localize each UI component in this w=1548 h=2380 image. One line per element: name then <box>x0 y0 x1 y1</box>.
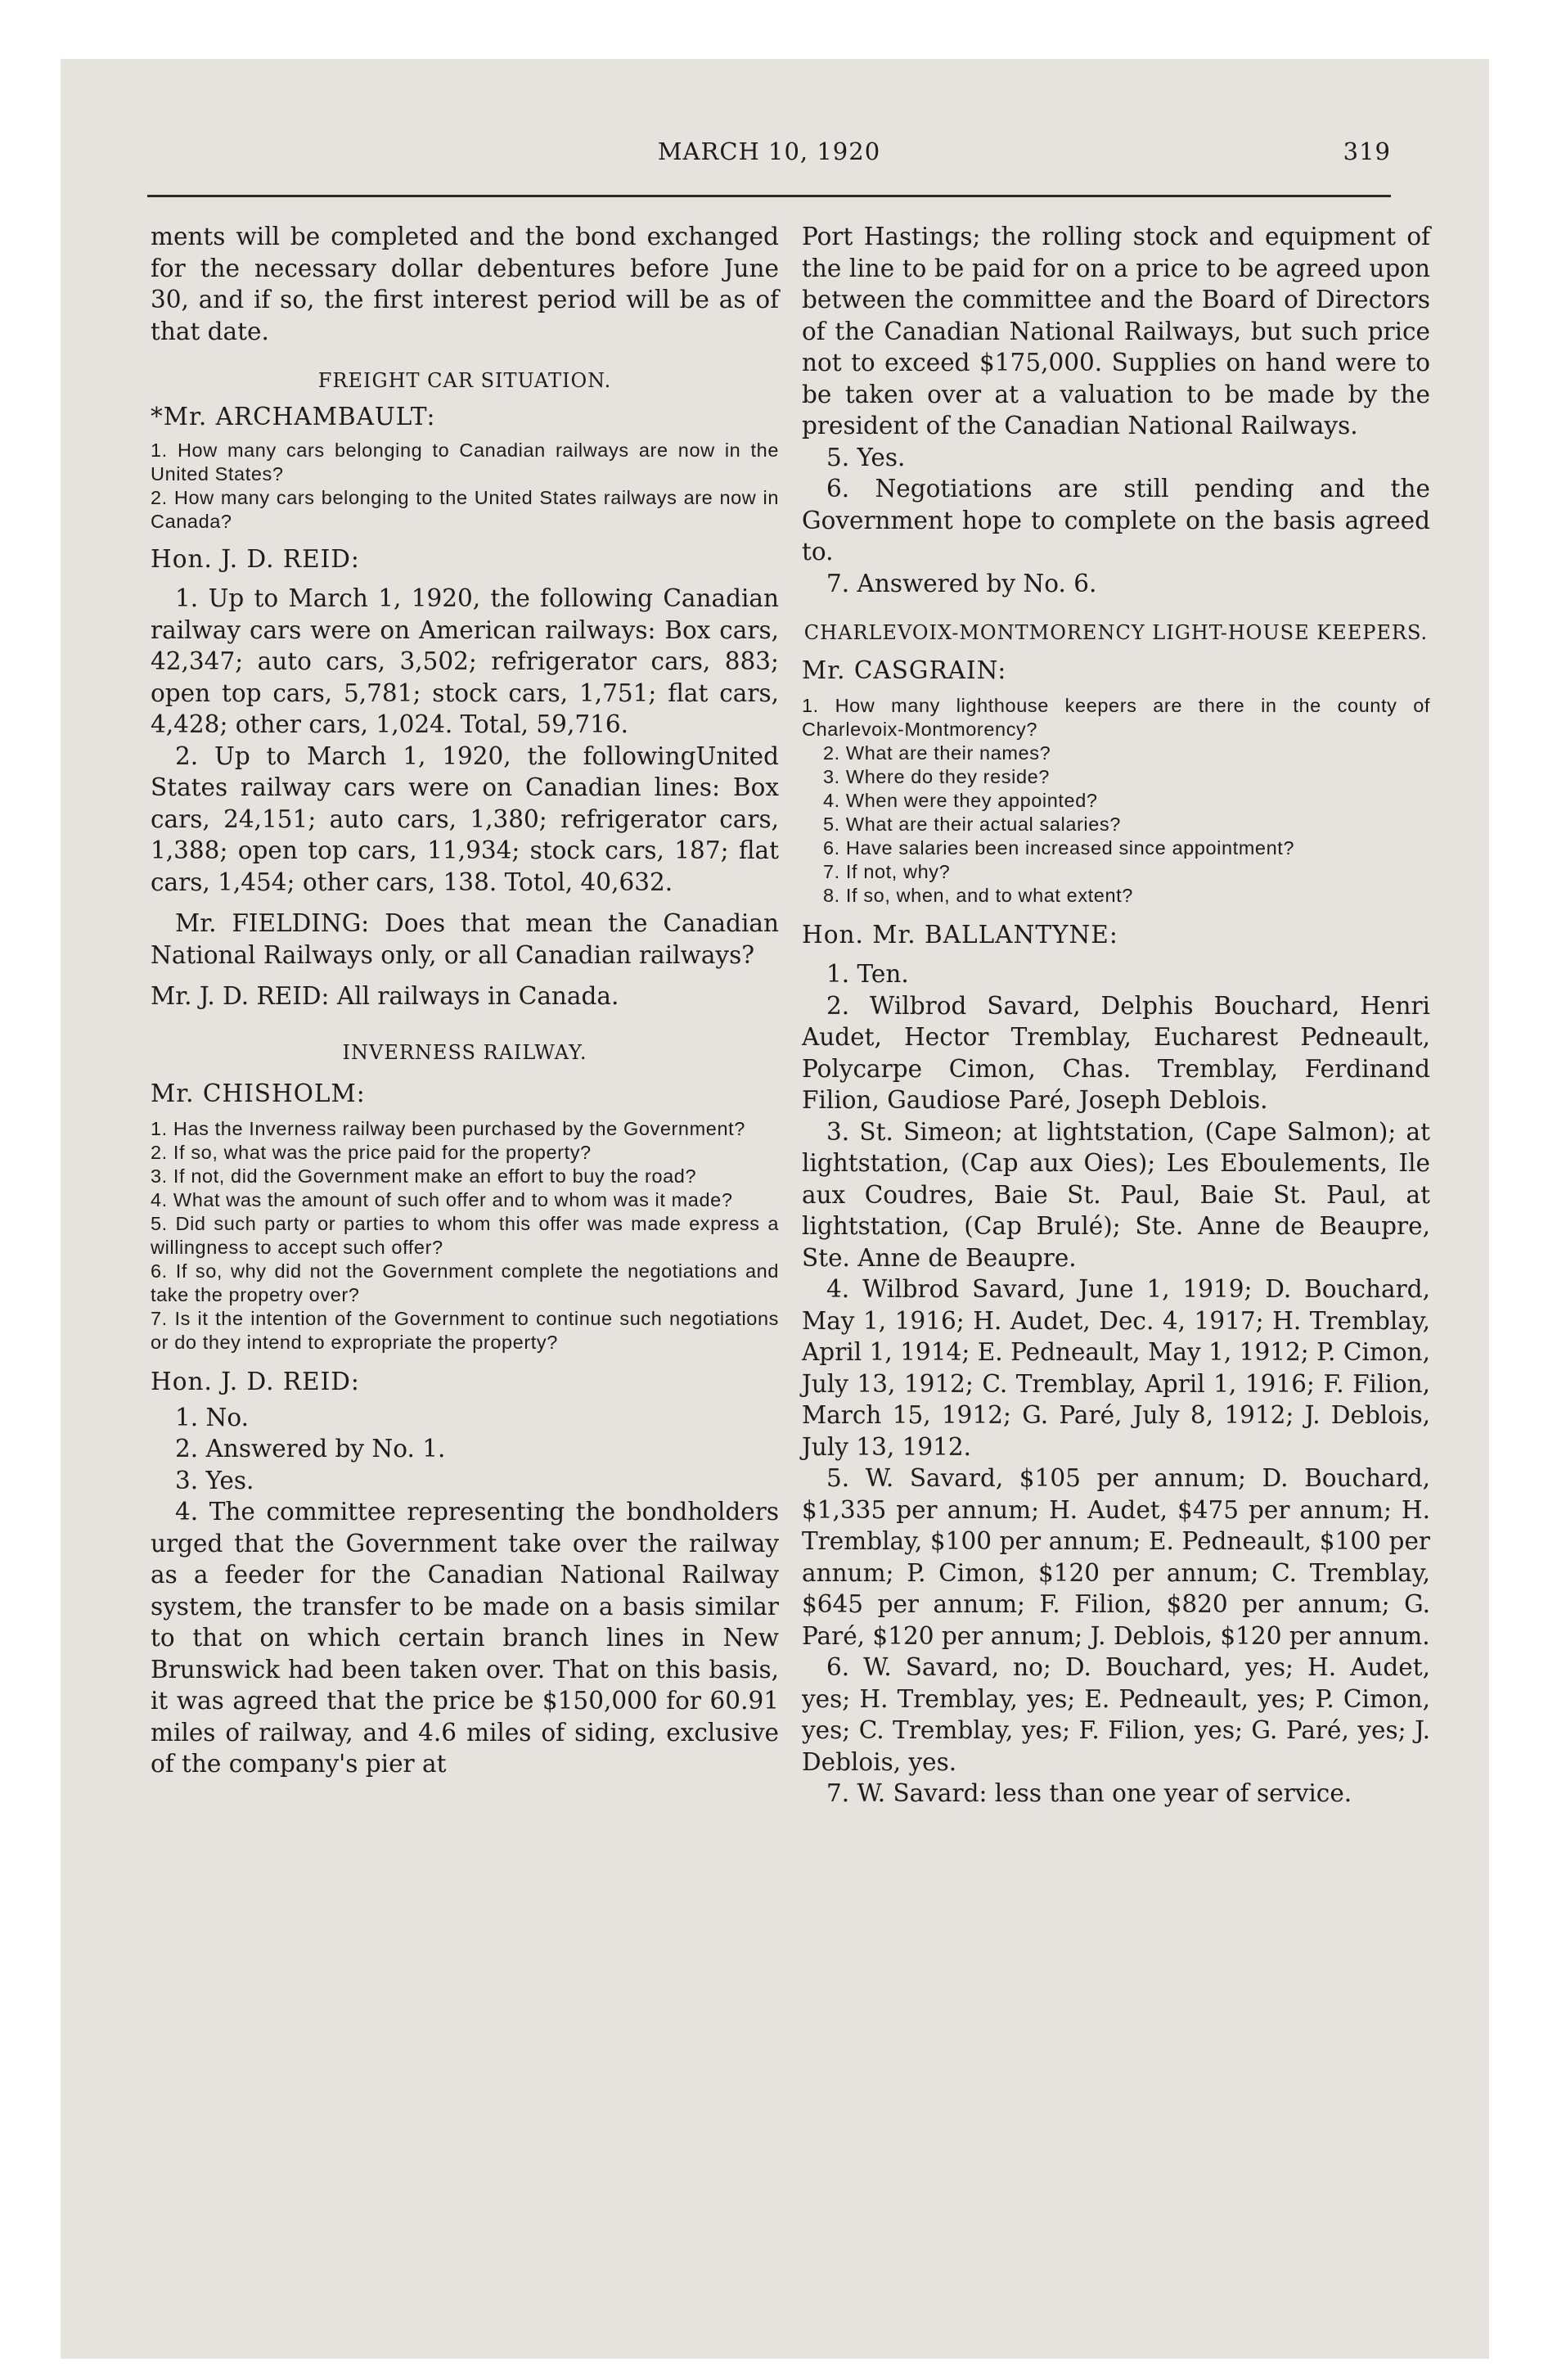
inverness-answer-3: 3. Yes. <box>175 1466 254 1494</box>
inverness-question-5: 5. Did such party or parties to whom this offer was made express a willingness to accept such offer? <box>151 1212 779 1258</box>
lighthouse-answer-2: 2. Wilbrod Savard, Delphis Bouchard, Henri Audet, Hector Tremblay, Eucharest Pedneault, Polycarpe Cimon, Chas. Tremblay, Ferdinand Filion, Gaudiose Paré, Joseph Deblois. <box>802 991 1430 1114</box>
lighthouse-answer-7: 7. W. Savard: less than one year of service. <box>826 1779 1352 1807</box>
inverness-question-4: 4. What was the amount of such offer and to whom was it made? <box>151 1188 733 1210</box>
lighthouse-answer-6: 6. W. Savard, no; D. Bouchard, yes; H. Audet, yes; H. Tremblay, yes; E. Pedneault, yes; P. Cimon, yes; C. Tremblay, yes; F. Filion, yes; G. Paré, yes; J. Deblois, yes. <box>802 1653 1430 1776</box>
lighthouse-question-4: 4. When were they appointed? <box>823 790 1098 811</box>
lighthouse-answer-3: 3. St. Simeon; at lightstation, (Cape Salmon); at lightstation, (Cap aux Oies); Les Eboulements, Ile aux Coudres, Baie St. Paul, Baie St. Paul, at lightstation, (Cap Brulé); Ste. Anne de Beaupre, Ste. Anne de Beaupre. <box>802 1117 1430 1272</box>
inverness-answer-5: 5. Yes. <box>826 443 906 471</box>
lighthouse-answer-5: 5. W. Savard, $105 per annum; D. Bouchard, $1,335 per annum; H. Audet, $475 per annum; H. Tremblay, $100 per annum; E. Pedneault, $100 per annum; P. Cimon, $120 per annum; C. Tremblay, $645 per annum; F. Filion, $820 per annum; G. Paré, $120 per annum; J. Deblois, $120 per annum. <box>802 1464 1430 1650</box>
inverness-question-7: 7. Is it the intention of the Government to continue such negotiations or do they intend to expropriate the property? <box>151 1307 779 1353</box>
right-column <box>802 221 1430 1810</box>
fielding-question: Mr. FIELDING: Does that mean the Canadian National Railways only, or all Canadian railways? <box>151 909 779 969</box>
header-rule <box>147 195 1391 197</box>
inverness-answer-7: 7. Answered by No. 6. <box>826 569 1097 597</box>
lighthouse-answer-1: 1. Ten. <box>826 960 909 988</box>
page-header <box>147 137 1391 178</box>
page-number: 319 <box>1343 137 1391 165</box>
speaker-reid: Hon. J. D. REID: <box>151 545 360 573</box>
inverness-answer-2: 2. Answered by No. 1. <box>175 1435 446 1463</box>
answer-2: 2. Up to March 1, 1920, the followingUnited States railway cars were on Canadian lines: Box cars, 24,151; auto cars, 1,380; refrigerator cars, 1,388; open top cars, 11,934; stock cars, 187; flat cars, 1,454; other cars, 138. Totol, 40,632. <box>151 741 779 896</box>
inverness-answer-1: 1. No. <box>175 1403 249 1431</box>
reid-reply: Mr. J. D. REID: All railways in Canada. <box>151 982 619 1010</box>
speaker-ballantyne: Hon. Mr. BALLANTYNE: <box>802 921 1118 949</box>
section-heading-inverness: INVERNESS RAILWAY. <box>342 1040 587 1064</box>
header-date: MARCH 10, 1920 <box>657 137 881 165</box>
inverness-question-6: 6. If so, why did not the Government complete the negotiations and take the propetry over? <box>151 1260 779 1305</box>
lighthouse-question-6: 6. Have salaries been increased since appointment? <box>823 837 1295 859</box>
speaker-casgrain: Mr. CASGRAIN: <box>802 656 1007 684</box>
paragraph-port-hastings: Port Hastings; the rolling stock and equipment of the line to be paid for on a price to be agreed upon between the committee and the Board of Directors of the Canadian National Railways, but such price not to exceed $175,000. Supplies on hand were to be taken over at a valuation to be made by the president of the Canadian National Railways. <box>802 223 1430 439</box>
speaker-reid-2: Hon. J. D. REID: <box>151 1367 360 1395</box>
inverness-question-2: 2. If so, what was the price paid for the property? <box>151 1141 592 1163</box>
speaker-archambault: *Mr. ARCHAMBAULT: <box>151 403 436 430</box>
question-1: 1. How many cars belonging to Canadian railways are now in the United States? <box>151 439 779 485</box>
paragraph-bond-exchange: ments will be completed and the bond exchanged for the necessary dollar debentures before June 30, and if so, the first interest period will be as of that date. <box>151 223 779 345</box>
question-2: 2. How many cars belonging to the United States railways are now in Canada? <box>151 487 779 532</box>
lighthouse-question-2: 2. What are their names? <box>823 742 1051 764</box>
lighthouse-question-1: 1. How many lighthouse keepers are there in the county of Charlevoix-Montmorency? <box>802 695 1430 740</box>
speaker-chisholm: Mr. CHISHOLM: <box>151 1079 366 1107</box>
lighthouse-question-5: 5. What are their actual salaries? <box>823 814 1121 835</box>
section-heading-freight: FREIGHT CAR SITUATION. <box>317 369 612 392</box>
inverness-question-1: 1. Has the Inverness railway been purchased by the Government? <box>151 1117 745 1139</box>
lighthouse-question-7: 7. If not, why? <box>823 861 951 882</box>
section-heading-charlevoix: CHARLEVOIX-MONTMORENCY LIGHT-HOUSE KEEPERS. <box>803 621 1429 644</box>
lighthouse-question-3: 3. Where do they reside? <box>823 766 1050 787</box>
lighthouse-answer-4: 4. Wilbrod Savard, June 1, 1919; D. Bouchard, May 1, 1916; H. Audet, Dec. 4, 1917; H. Tremblay, April 1, 1914; E. Pedneault, May 1, 1912; P. Cimon, July 13, 1912; C. Tremblay, April 1, 1916; F. Filion, March 15, 1912; G. Paré, July 8, 1912; J. Deblois, July 13, 1912. <box>802 1275 1430 1461</box>
inverness-question-3: 3. If not, did the Government make an effort to buy the road? <box>151 1165 697 1187</box>
inverness-answer-4: 4. The committee representing the bondholders urged that the Government take over the railway as a feeder for the Canadian National Railway system, the transfer to be made on a basis similar to that on which certain branch lines in New Brunswick had been taken over. That on this basis, it was agreed that the price be $150,000 for 60.91 miles of railway, and 4.6 miles of siding, exclusive of the company's pier at <box>151 1498 779 1778</box>
left-column <box>151 221 779 1780</box>
answer-1: 1. Up to March 1, 1920, the following Canadian railway cars were on American railways: Box cars, 42,347; auto cars, 3,502; refrigerator cars, 883; open top cars, 5,781; stock cars, 1,751; flat cars, 4,428; other cars, 1,024. Total, 59,716. <box>151 584 779 738</box>
inverness-answer-6: 6. Negotiations are still pending and the Government hope to complete on the basis agreed to. <box>802 475 1430 566</box>
lighthouse-question-8: 8. If so, when, and to what extent? <box>823 885 1133 906</box>
